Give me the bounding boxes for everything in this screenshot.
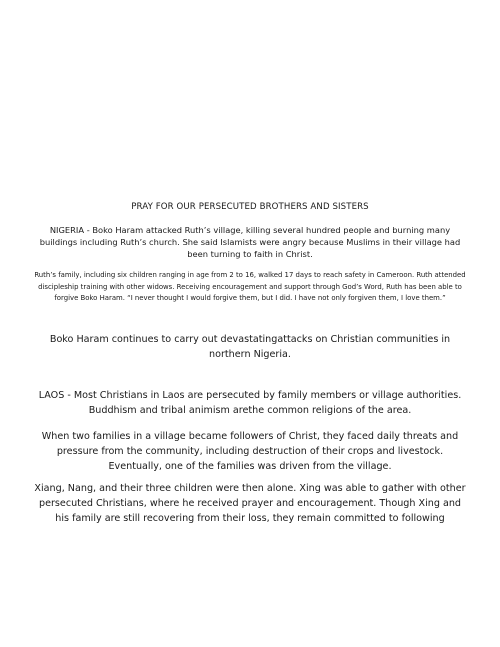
paragraph-two-families: When two families in a village became followers of Christ, they faced daily threats and pressure from the community, including destruction of their crops and livestock. Eventually, one of the families was driven from the village. [41,431,459,472]
paragraph-nigeria-attack: NIGERIA - Boko Haram attacked Ruth’s village, killing several hundred people and burning many buildings including Ruth’s church. She said Islamists were angry because Muslims in their village had been turning to faith in Christ. [39,225,461,259]
paragraph-laos: LAOS - Most Christians in Laos are persecuted by family members or village authorities. Buddhism and tribal animism arethe common religions of the area. [38,390,462,416]
paragraph-boko-haram-continues: Boko Haram continues to carry out devastatingattacks on Christian communities in northern Nigeria. [49,334,451,360]
page-heading: PRAY FOR OUR PERSECUTED BROTHERS AND SISTERS [131,202,369,212]
paragraph-ruth-family: Ruth’s family, including six children ranging in age from 2 to 16, walked 17 days to reach safety in Cameroon. Ruth attended discipleship training with other widows. Receiving encouragement and support through God’s Word, Ruth has been able to forgive Boko Haram. “I never thought I would forgive them, but I did. I have not only forgiven them, I love them.” [34,271,466,302]
paragraph-xiang-nang: Xiang, Nang, and their three children were then alone. Xing was able to gather with other persecuted Christians, where he received prayer and encouragement. Though Xing and his family are still recovering from their loss, they remain committed to following [34,483,466,524]
